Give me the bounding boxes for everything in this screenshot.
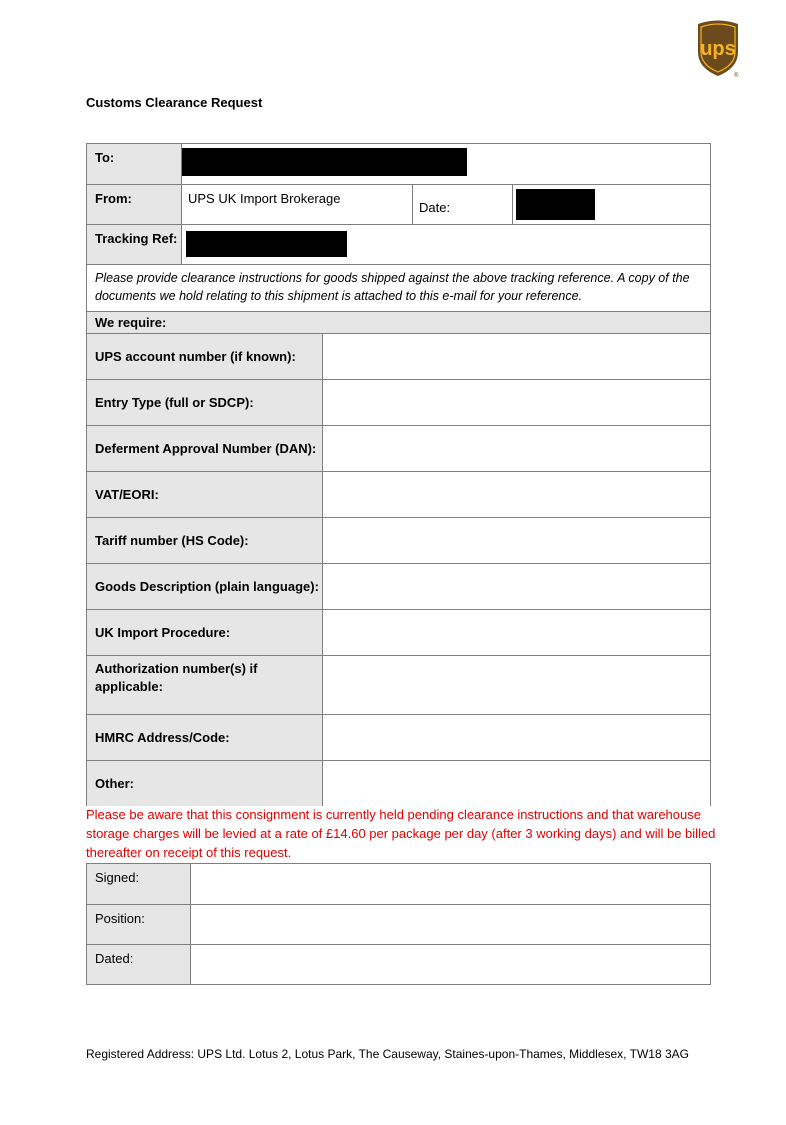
dan-field[interactable] [323, 426, 710, 471]
table-row [87, 904, 710, 944]
dated-label: Dated: [87, 945, 191, 984]
to-field[interactable] [182, 144, 710, 184]
signature-table [86, 863, 711, 985]
row-label: HMRC Address/Code: [87, 715, 323, 760]
other-field[interactable] [323, 761, 710, 806]
table-row [87, 563, 710, 609]
row-label: Tariff number (HS Code): [87, 518, 323, 563]
to-label: To: [87, 144, 181, 184]
date-field[interactable] [513, 185, 710, 224]
row-label: Entry Type (full or SDCP): [87, 380, 323, 425]
registered-address: Registered Address: UPS Ltd. Lotus 2, Lotus Park, The Causeway, Staines-upon-Thames, Middlesex, TW18 3AG [86, 1047, 689, 1061]
signed-label: Signed: [87, 864, 191, 904]
storage-charges-warning: Please be aware that this consignment is currently held pending clearance instructions and that warehouse storage charges will be levied at a rate of £14.60 per package per day (after 3 working days) and will be billed thereafter on receipt of this request. [86, 807, 716, 860]
date-label: Date: [419, 200, 451, 215]
table-row [87, 864, 710, 904]
table-row [87, 714, 710, 760]
dated-field[interactable] [191, 945, 710, 984]
authorization-number-field[interactable] [323, 656, 710, 714]
table-row [87, 760, 710, 806]
header-table [86, 143, 711, 333]
table-row [87, 333, 710, 379]
requirements-heading: We require: [87, 312, 710, 333]
table-row [87, 379, 710, 425]
from-value: UPS UK Import Brokerage [188, 191, 341, 206]
position-field[interactable] [191, 905, 710, 944]
redacted-block [516, 189, 595, 220]
redacted-block [182, 148, 467, 176]
ups-logo [694, 18, 742, 78]
from-label: From: [87, 185, 181, 224]
tariff-number-field[interactable] [323, 518, 710, 563]
row-label: VAT/EORI: [87, 472, 323, 517]
vat-eori-field[interactable] [323, 472, 710, 517]
import-procedure-field[interactable] [323, 610, 710, 655]
hmrc-address-field[interactable] [323, 715, 710, 760]
table-row [87, 471, 710, 517]
table-row [87, 517, 710, 563]
row-label: UK Import Procedure: [87, 610, 323, 655]
signed-field[interactable] [191, 864, 710, 904]
row-label: Deferment Approval Number (DAN): [87, 426, 323, 471]
entry-type-field[interactable] [323, 380, 710, 425]
requirements-table [86, 333, 711, 806]
logo-text: ups [700, 38, 736, 60]
table-row [87, 425, 710, 471]
row-label: Goods Description (plain language): [87, 564, 323, 609]
account-number-field[interactable] [323, 334, 710, 379]
table-row [87, 944, 710, 984]
registered-mark: ® [734, 73, 739, 78]
tracking-field[interactable] [182, 225, 710, 264]
row-label: Other: [87, 761, 323, 806]
table-row [87, 655, 710, 714]
tracking-label: Tracking Ref: [87, 225, 181, 264]
row-label: Authorization number(s) if applicable: [87, 656, 323, 714]
table-row [87, 609, 710, 655]
position-label: Position: [87, 905, 191, 944]
redacted-block [186, 231, 347, 257]
instructions-note: Please provide clearance instructions for goods shipped against the above tracking reference. A copy of the documents we hold relating to this shipment is attached to this e-mail for your reference. [95, 271, 690, 303]
row-label: UPS account number (if known): [87, 334, 323, 379]
page-title: Customs Clearance Request [86, 95, 263, 110]
goods-description-field[interactable] [323, 564, 710, 609]
